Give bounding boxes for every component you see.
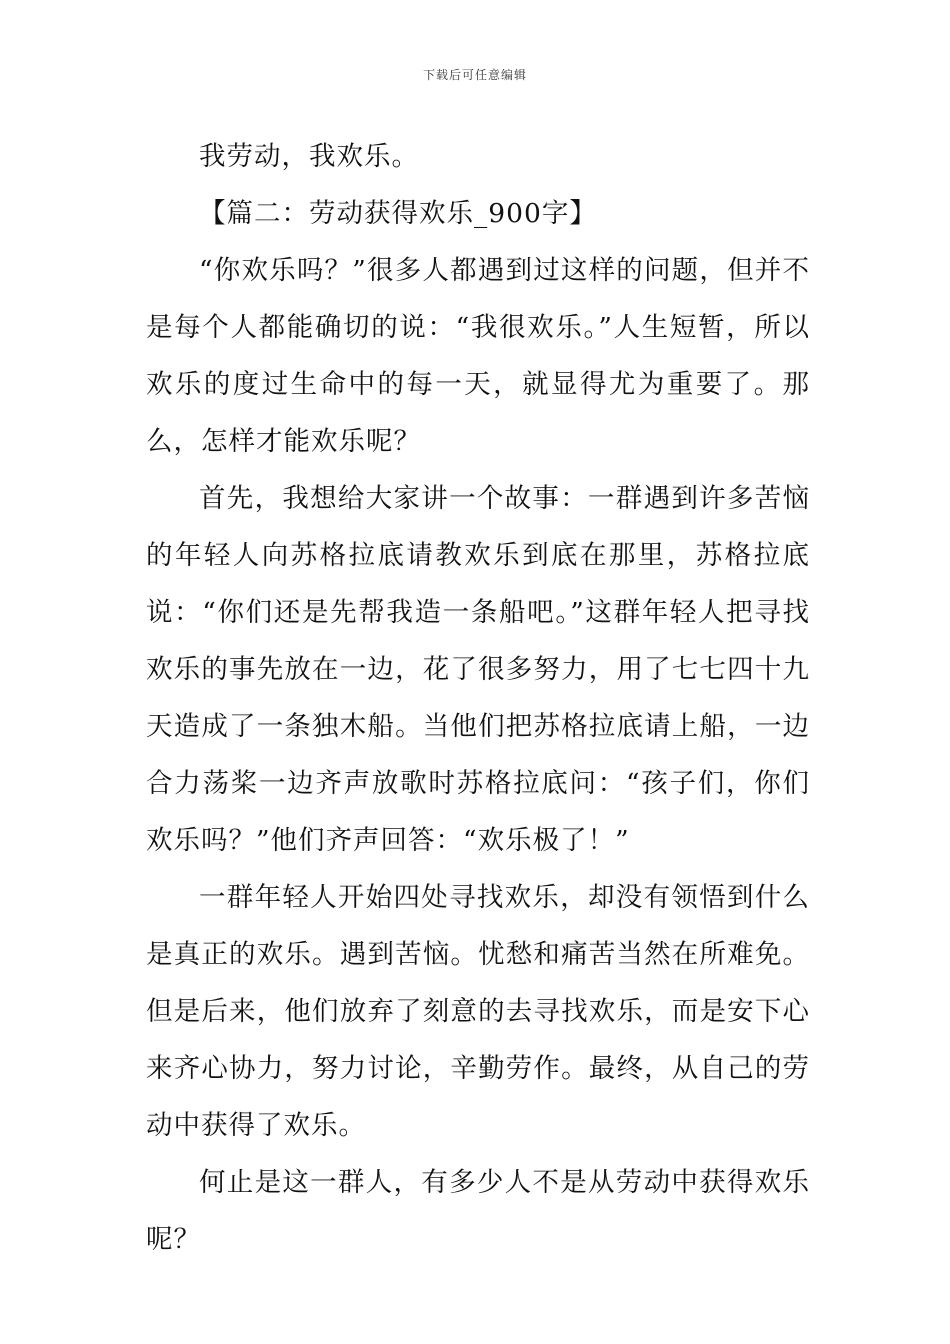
paragraph-2: “你欢乐吗？”很多人都遇到过这样的问题，但并不是每个人都能确切的说：“我很欢乐。”人生短暂，所以欢乐的度过生命中的每一天，就显得尤为重要了。那么，怎样才能欢乐呢？ (146, 255, 810, 457)
paragraph-1: 我劳动，我欢乐。 (199, 141, 419, 172)
paragraph-3: 首先，我想给大家讲一个故事：一群遇到许多苦恼的年轻人向苏格拉底请教欢乐到底在那里，苏格拉底说：“你们还是先帮我造一条船吧。”这群年轻人把寻找欢乐的事先放在一边，花了很多努力，用了七七四十九天造成了一条独木船。当他们把苏格拉底请上船，一边合力荡桨一边齐声放歌时苏格拉底问：“孩子们，你们欢乐吗？”他们齐声回答：“欢乐极了！” (146, 483, 810, 856)
paragraph-5: 何止是这一群人，有多少人不是从劳动中获得欢乐呢？ (146, 1167, 810, 1255)
section-heading: 【篇二：劳动获得欢乐_900字】 (199, 198, 597, 229)
page-header: 下载后可任意编辑 (422, 68, 527, 82)
document-body (146, 128, 810, 1268)
paragraph-4: 一群年轻人开始四处寻找欢乐，却没有领悟到什么是真正的欢乐。遇到苦恼。忧愁和痛苦当然在所难免。但是后来，他们放弃了刻意的去寻找欢乐，而是安下心来齐心协力，努力讨论，辛勤劳作。最终，从自己的劳动中获得了欢乐。 (146, 882, 810, 1141)
